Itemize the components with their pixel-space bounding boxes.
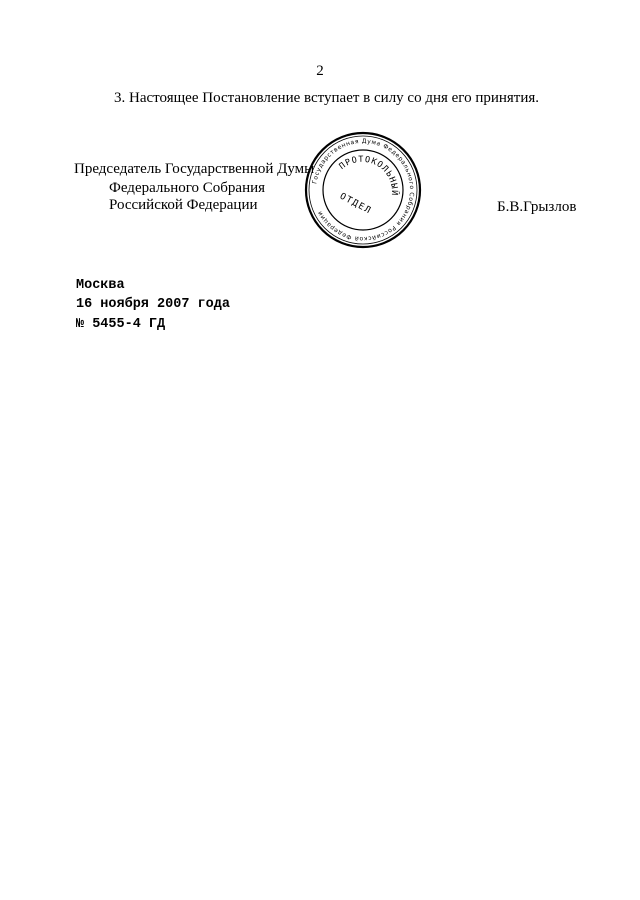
stamp-center-upper: ПРОТОКОЛЬНЫЙ — [337, 154, 400, 197]
official-stamp-icon — [303, 130, 423, 250]
issue-place: Москва — [76, 278, 125, 293]
stamp-center-lower: ОТДЕЛ — [337, 191, 374, 217]
clause-3-text: 3. Настоящее Постановление вступает в силу со дня его принятия. — [114, 90, 540, 106]
signer-name: Б.В.Грызлов — [497, 199, 577, 215]
stamp-ring-text: Государственная Дума Федерального Собрания Российской Федерации — [311, 137, 416, 243]
issue-date: 16 ноября 2007 года — [76, 297, 230, 312]
signer-title-line-3: Российской Федерации — [109, 197, 258, 213]
document-number: № 5455-4 ГД — [76, 317, 166, 332]
page-number: 2 — [316, 63, 324, 79]
signer-title-line-1: Председатель Государственной Думы — [74, 161, 315, 177]
signer-title-line-2: Федерального Собрания — [109, 180, 266, 196]
